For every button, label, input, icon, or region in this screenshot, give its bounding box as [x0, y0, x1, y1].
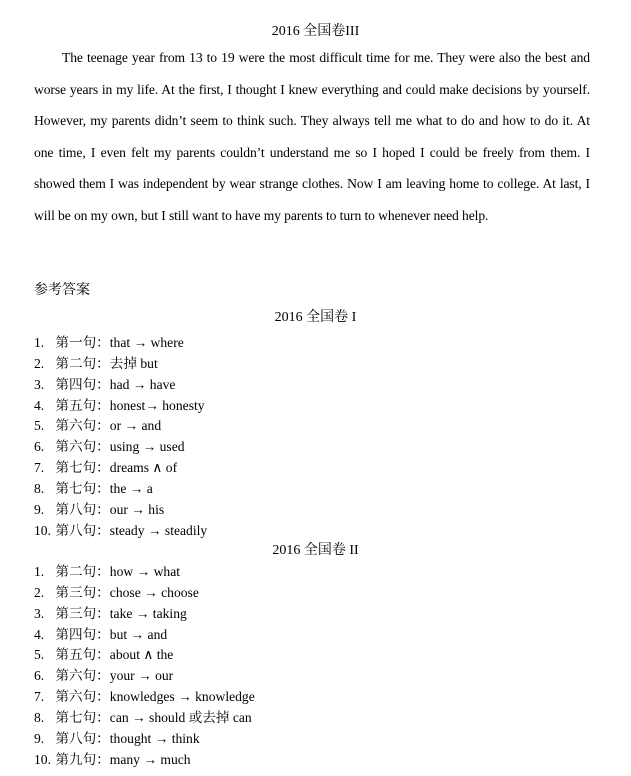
list-item [34, 687, 594, 708]
item-text: 第六句：or → and [55, 418, 162, 434]
list-item [34, 583, 594, 604]
list-item [34, 458, 594, 479]
item-text: 第七句：dreams ∧ of [55, 460, 178, 476]
item-number: 9. [34, 501, 45, 517]
item-number: 9. [34, 730, 45, 746]
list-item [34, 521, 594, 542]
item-number: 2. [34, 355, 45, 371]
list-item [34, 416, 594, 437]
list-item [34, 645, 594, 666]
list-item [34, 354, 594, 375]
item-number: 10. [34, 522, 51, 538]
item-text: 第四句：had → have [55, 376, 176, 392]
list-item [34, 396, 594, 417]
item-number: 4. [34, 626, 45, 642]
item-number: 6. [34, 439, 45, 455]
reference-answers-label: 参考答案 [34, 283, 90, 298]
item-text: 第六句：using → used [55, 439, 185, 455]
list-item [34, 375, 594, 396]
item-number: 5. [34, 647, 45, 663]
item-text: 第四句：but → and [55, 626, 168, 642]
answers-ii-heading: 2016 全国卷 II [272, 543, 359, 558]
item-text: 第二句：去掉 but [55, 355, 158, 371]
item-number: 3. [34, 605, 45, 621]
answers-i-list [34, 333, 594, 541]
item-text: 第五句：honest→ honesty [55, 397, 205, 413]
item-text: 第八句：steady → steadily [55, 522, 208, 538]
item-text: 第八句：thought → think [55, 730, 200, 746]
list-item [34, 437, 594, 458]
item-text: 第三句：take → taking [55, 605, 187, 621]
item-number: 10. [34, 751, 51, 767]
essay-paragraph: The teenage year from 13 to 19 were the most difficult time for me. They were also the best and worse years in my life. At the first, I thought I knew everything and could make decisions by yourself. However, my parents didn’t seem to think such. They always tell me what to do and how to do it. At one time, I even felt my parents couldn’t understand me so I hoped I could be freely from them. I showed them I was independent by wear strange clothes. Now I am leaving home to college. At last, I will be on my own, but I still want to have my parents to turn to whenever need help. [34, 50, 590, 223]
item-text: 第六句：knowledges → knowledge [55, 689, 255, 705]
item-number: 7. [34, 689, 45, 705]
item-text: 第一句：that → where [55, 335, 184, 350]
item-number: 8. [34, 480, 45, 496]
list-item [34, 333, 594, 354]
answers-ii-list [34, 562, 594, 770]
list-item [34, 750, 594, 771]
item-text: 第五句：about ∧ the [55, 647, 174, 663]
item-number: 1. [34, 335, 45, 350]
item-text: 第二句：how → what [55, 564, 181, 579]
list-item [34, 666, 594, 687]
list-item [34, 729, 594, 750]
list-item [34, 604, 594, 625]
item-text: 第六句：your → our [55, 668, 174, 684]
item-number: 4. [34, 397, 45, 413]
item-text: 第七句：can → should 或去掉 can [55, 709, 252, 725]
list-item [34, 500, 594, 521]
item-number: 7. [34, 460, 45, 476]
section-iii-heading: 2016 全国卷III [271, 24, 360, 39]
item-number: 1. [34, 564, 45, 579]
item-number: 8. [34, 709, 45, 725]
item-text: 第三句：chose → choose [55, 584, 199, 600]
item-text: 第七句：the → a [55, 480, 153, 496]
item-number: 3. [34, 376, 45, 392]
list-item [34, 625, 594, 646]
item-number: 6. [34, 668, 45, 684]
item-text: 第八句：our → his [55, 501, 165, 517]
list-item [34, 562, 594, 583]
item-number: 2. [34, 584, 45, 600]
item-number: 5. [34, 418, 45, 434]
item-text: 第九句：many → much [55, 751, 191, 767]
answers-i-heading: 2016 全国卷 I [274, 310, 357, 325]
list-item [34, 479, 594, 500]
list-item [34, 708, 594, 729]
